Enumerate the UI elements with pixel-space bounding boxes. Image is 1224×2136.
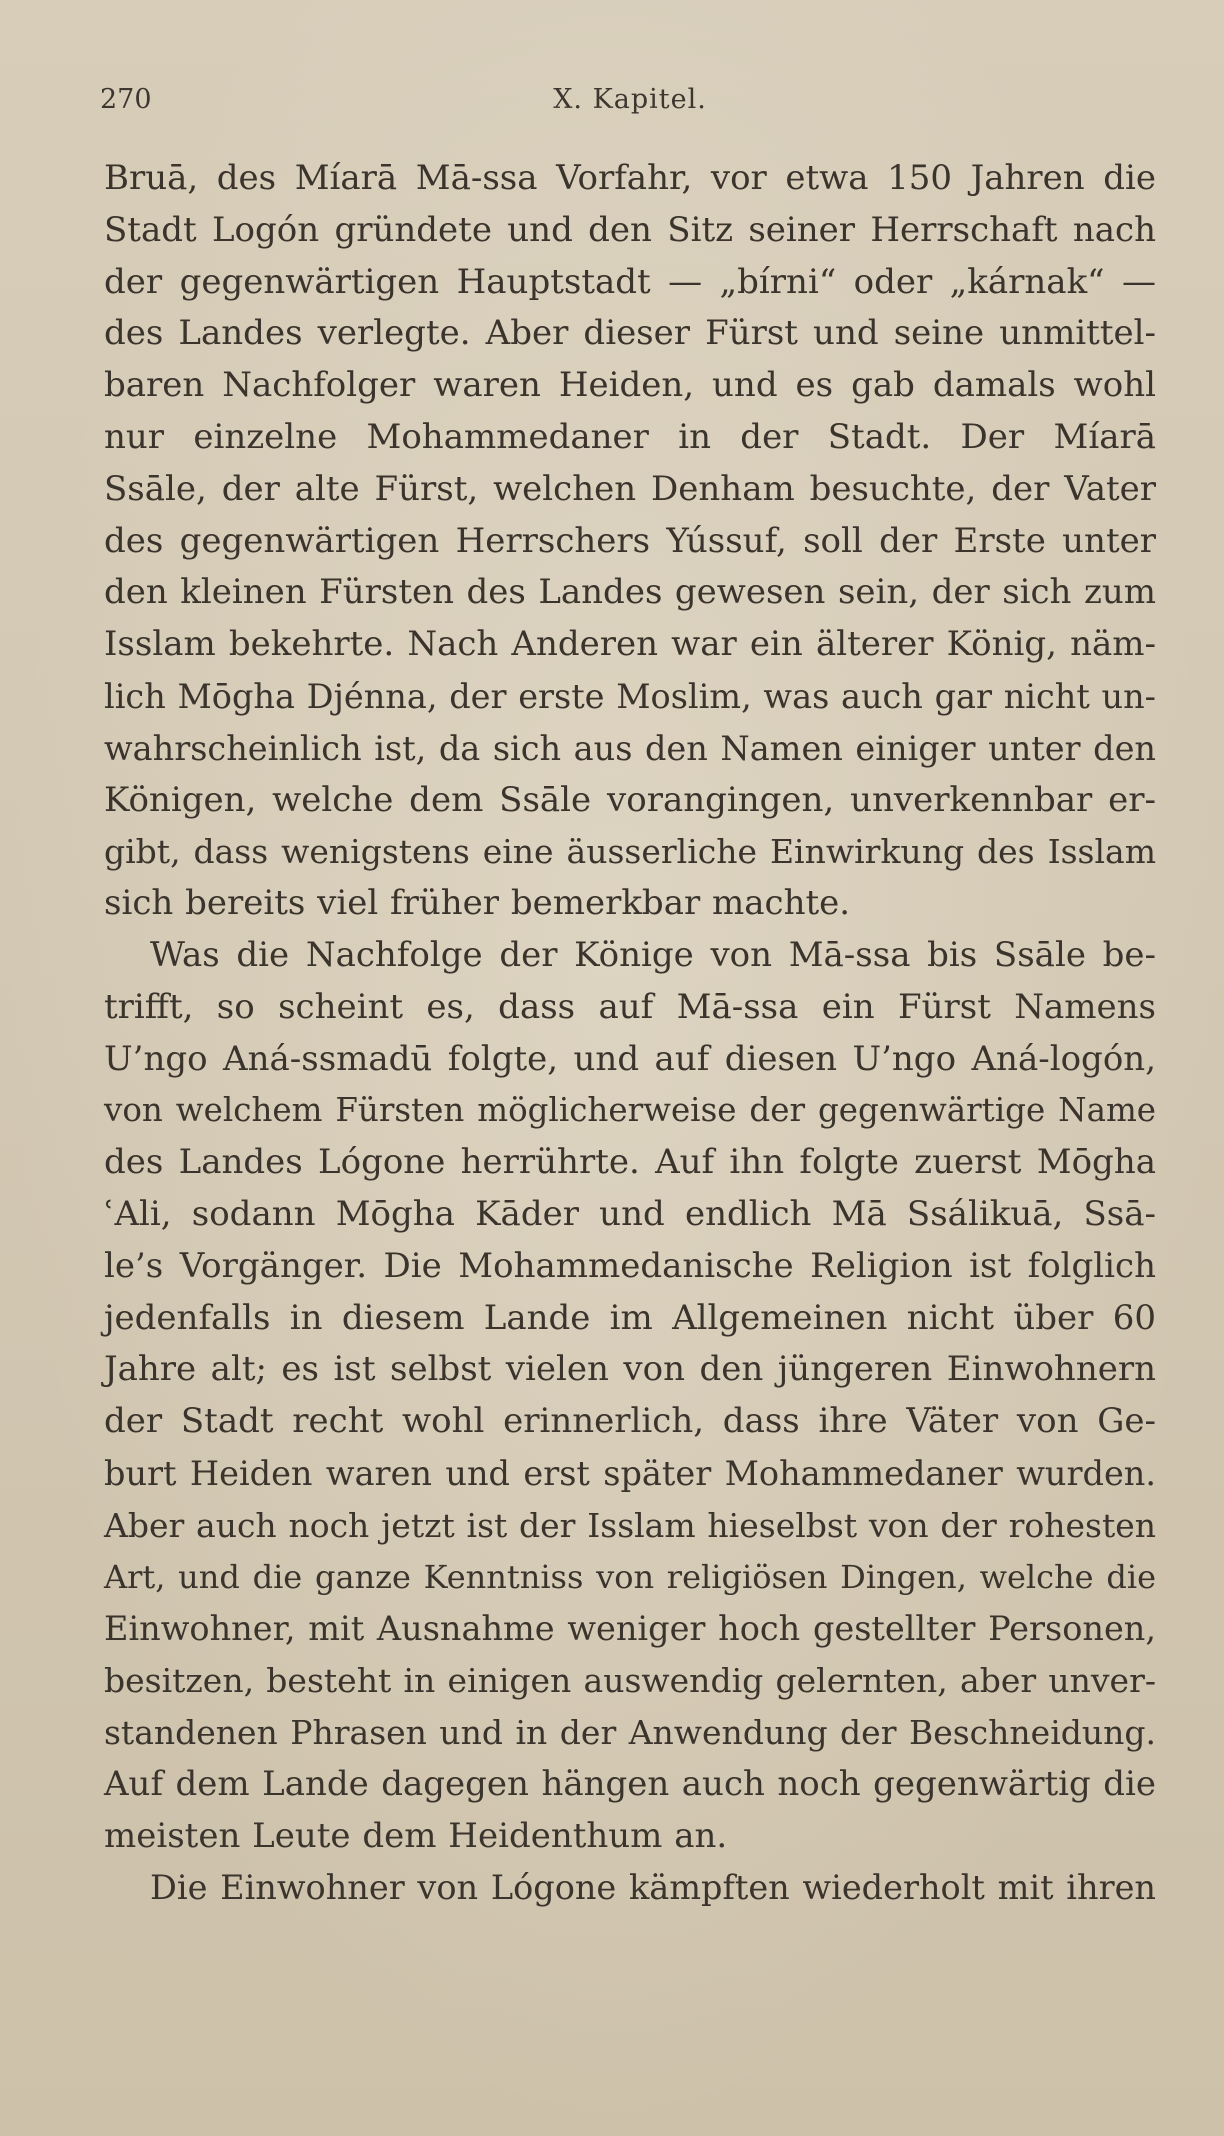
text-line: besitzen, besteht in einigen auswendig gelernten, aber unver- [104, 1661, 1156, 1701]
text-line: baren Nachfolger waren Heiden, und es gab damals wohl [104, 365, 1156, 406]
text-line: Art, und die ganze Kenntniss von religiösen Dingen, welche die [104, 1557, 1156, 1596]
paragraph-end-line: meisten Leute dem Heidenthum an. [104, 1815, 728, 1856]
text-line: von welchem Fürsten möglicherweise der gegenwärtige Name [104, 1091, 1156, 1130]
text-line: Jahre alt; es ist selbst vielen von den jüngeren Einwohnern [104, 1349, 1156, 1390]
text-line: trifft, so scheint es, dass auf Mā-ssa ein Fürst Namens [104, 986, 1156, 1027]
text-line: jedenfalls in diesem Lande im Allgemeinen nicht über 60 [104, 1297, 1156, 1338]
text-line: der Stadt recht wohl erinnerlich, dass ihre Väter von Ge- [104, 1401, 1156, 1442]
text-line: burt Heiden waren und erst später Mohammedaner wurden. [104, 1453, 1156, 1493]
text-line: Stadt Logón gründete und den Sitz seiner Herrschaft nach [104, 209, 1156, 250]
text-line: standenen Phrasen und in der Anwendung der Beschneidung. [104, 1712, 1156, 1752]
text-line: Auf dem Lande dagegen hängen auch noch gegenwärtig die [104, 1763, 1156, 1804]
body-text [104, 153, 1156, 1914]
page-number: 270 [100, 84, 152, 115]
text-line: den kleinen Fürsten des Landes gewesen sein, der sich zum [104, 572, 1156, 613]
text-line: wahrscheinlich ist, da sich aus den Namen einiger unter den [104, 728, 1156, 768]
text-line: Ssāle, der alte Fürst, welchen Denham besuchte, der Vater [104, 468, 1156, 509]
text-line: des gegenwärtigen Herrschers Yússuf, soll der Erste unter [104, 520, 1156, 561]
text-line: ʿAli, sodann Mōgha Kāder und endlich Mā Ssálikuā, Ssā- [104, 1193, 1156, 1234]
text-line: lich Mōgha Djénna, der erste Moslim, was auch gar nicht un- [104, 676, 1156, 716]
text-line: le’s Vorgänger. Die Mohammedanische Religion ist folglich [104, 1245, 1156, 1286]
text-line: des Landes Lógone herrührte. Auf ihn folgte zuerst Mōgha [104, 1142, 1156, 1183]
text-line: Bruā, des Míarā Mā-ssa Vorfahr, vor etwa 150 Jahren die [104, 158, 1156, 198]
text-line: des Landes verlegte. Aber dieser Fürst und seine unmittel- [104, 313, 1156, 354]
text-line: gibt, dass wenigstens eine äusserliche Einwirkung des Isslam [104, 832, 1156, 872]
text-line: U’ngo Aná-ssmadū folgte, und auf diesen U’ngo Aná-logón, [104, 1038, 1156, 1079]
paragraph-end-line: sich bereits viel früher bemerkbar machte. [104, 883, 851, 924]
paragraph-start-line: Was die Nachfolge der Könige von Mā-ssa bis Ssāle be- [150, 934, 1156, 975]
text-line: Einwohner, mit Ausnahme weniger hoch gestellter Personen, [104, 1609, 1156, 1649]
text-line: nur einzelne Mohammedaner in der Stadt. Der Míarā [104, 416, 1156, 457]
text-line: Aber auch noch jetzt ist der Isslam hieselbst von der rohesten [104, 1505, 1156, 1545]
text-line: Königen, welche dem Ssāle vorangingen, unverkennbar er- [104, 779, 1156, 820]
text-line: Isslam bekehrte. Nach Anderen war ein älterer König, näm- [104, 624, 1156, 665]
text-line: der gegenwärtigen Hauptstadt — „bírni“ oder „kárnak“ — [104, 261, 1156, 302]
chapter-title: X. Kapitel. [553, 84, 707, 115]
paragraph-start-line: Die Einwohner von Lógone kämpften wiederholt mit ihren [150, 1868, 1156, 1908]
running-head [100, 84, 1160, 124]
